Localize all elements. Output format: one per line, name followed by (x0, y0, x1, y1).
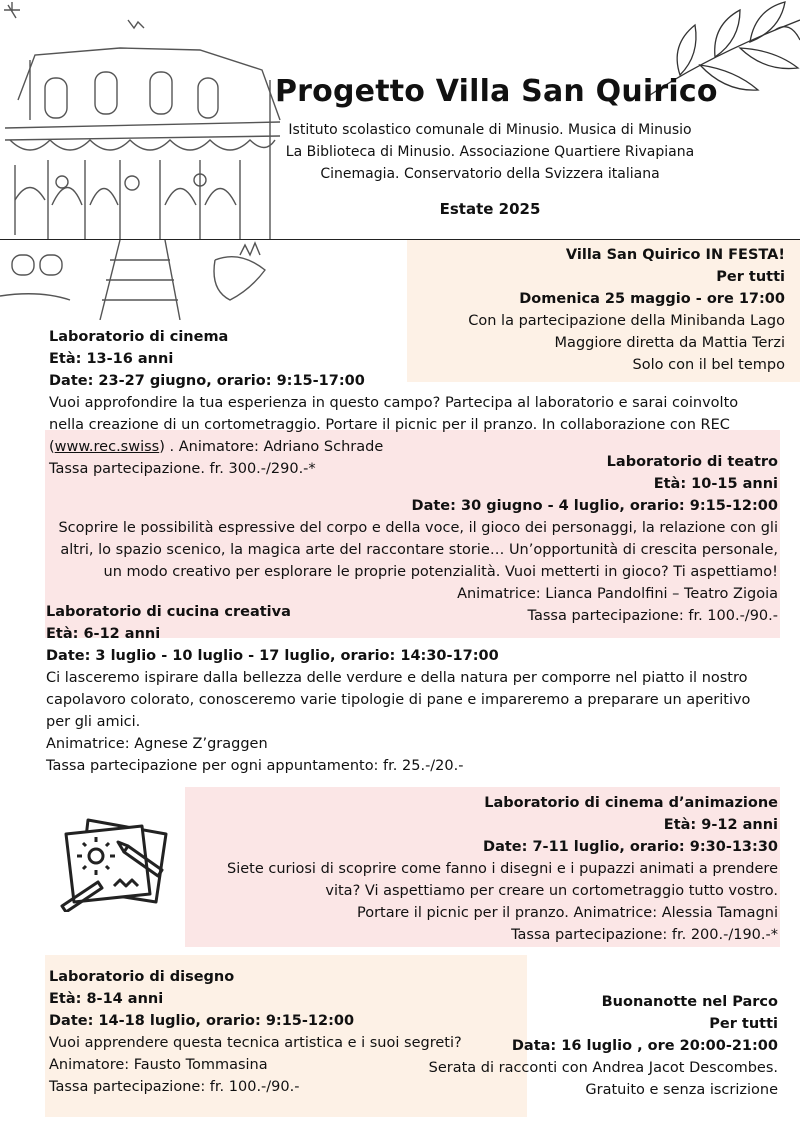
festa-title: Villa San Quirico IN FESTA! (565, 247, 785, 263)
cinema-line: nella creazione di un cortometraggio. Portare il picnic per il pranzo. In collaborazione con REC (49, 417, 730, 433)
disegno-dates: Date: 14-18 luglio, orario: 9:15-12:00 (49, 1013, 355, 1029)
animazione-line: Tassa partecipazione: fr. 200.-/190.-* (511, 927, 778, 943)
disegno-section (49, 966, 462, 1098)
animazione-age: Età: 9-12 anni (663, 817, 778, 833)
villa-sketch (0, 0, 300, 320)
teatro-age: Età: 10-15 anni (653, 476, 778, 492)
drawing-papers-icon (58, 812, 176, 912)
animazione-line: vita? Vi aspettiamo per creare un cortometraggio tutto vostro. (325, 883, 778, 899)
header-divider (0, 239, 800, 240)
animazione-line: Portare il picnic per il pranzo. Animatrice: Alessia Tamagni (356, 905, 778, 921)
buonanotte-date: Data: 16 luglio , ore 20:00-21:00 (511, 1038, 778, 1054)
buonanotte-line: Serata di racconti con Andrea Jacot Descombes. (428, 1060, 778, 1076)
rec-link[interactable]: www.rec.swiss (54, 439, 160, 455)
disegno-title: Laboratorio di disegno (49, 969, 235, 985)
buonanotte-line: Gratuito e senza iscrizione (585, 1082, 778, 1098)
festa-date: Domenica 25 maggio - ore 17:00 (519, 291, 785, 307)
cucina-line: Ci lasceremo ispirare dalla bellezza delle verdure e della natura per comporre nel piatto il nostro (46, 670, 748, 686)
cinema-animator: ) . Animatore: Adriano Schrade (159, 439, 384, 455)
cinema-link-open: ( (49, 439, 55, 455)
cucina-line: Animatrice: Agnese Z’graggen (46, 736, 268, 752)
cucina-age: Età: 6-12 anni (46, 626, 161, 642)
cucina-title: Laboratorio di cucina creativa (46, 604, 291, 620)
buonanotte-title: Buonanotte nel Parco (601, 994, 778, 1010)
animazione-title: Laboratorio di cinema d’animazione (484, 795, 778, 811)
disegno-line: Tassa partecipazione: fr. 100.-/90.- (49, 1079, 300, 1095)
teatro-line: un modo creativo per esplorare le proprie potenzialità. Vuoi metterti in gioco? Ti aspettiamo! (103, 564, 778, 580)
cinema-age: Età: 13-16 anni (49, 351, 174, 367)
teatro-line: Animatrice: Lianca Pandolfini – Teatro Zigoia (457, 586, 778, 602)
partner-line: La Biblioteca di Minusio. Associazione Quartiere Rivapiana (285, 144, 695, 160)
cucina-section (46, 601, 750, 777)
animazione-section (227, 792, 778, 946)
festa-line: Solo con il bel tempo (632, 357, 785, 373)
page-title: Progetto Villa San Quirico (275, 74, 718, 109)
season-label: Estate 2025 (439, 200, 541, 218)
partner-line: Cinemagia. Conservatorio della Svizzera italiana (320, 166, 660, 182)
teatro-dates: Date: 30 giugno - 4 luglio, orario: 9:15-12:00 (411, 498, 778, 514)
cucina-line: capolavoro colorato, conosceremo varie tipologie di pane e impareremo a preparare un aperitivo (46, 692, 751, 708)
partners-list (270, 119, 710, 185)
cinema-fee: Tassa partecipazione. fr. 300.-/290.-* (49, 461, 316, 477)
cinema-title: Laboratorio di cinema (49, 329, 229, 345)
disegno-line: Animatore: Fausto Tommasina (49, 1057, 268, 1073)
cucina-line: per gli amici. (46, 714, 141, 730)
cucina-dates: Date: 3 luglio - 10 luglio - 17 luglio, orario: 14:30-17:00 (46, 648, 499, 664)
festa-line: Con la partecipazione della Minibanda Lago (468, 313, 785, 329)
buonanotte-audience: Per tutti (709, 1016, 778, 1032)
cinema-line: Vuoi approfondire la tua esperienza in questo campo? Partecipa al laboratorio e sarai coinvolto (49, 395, 739, 411)
partner-line: Istituto scolastico comunale di Minusio. Musica di Minusio (288, 122, 692, 138)
buonanotte-section (429, 991, 778, 1101)
teatro-line: Scoprire le possibilità espressive del corpo e della voce, il gioco dei personaggi, la relazione con gli (58, 520, 778, 536)
teatro-line: Tassa partecipazione: fr. 100.-/90.- (527, 608, 778, 624)
animazione-dates: Date: 7-11 luglio, orario: 9:30-13:30 (483, 839, 778, 855)
teatro-title: Laboratorio di teatro (606, 454, 778, 470)
cucina-line: Tassa partecipazione per ogni appuntamento: fr. 25.-/20.- (46, 758, 464, 774)
teatro-line: altri, lo spazio scenico, la magica arte del raccontare storie… Un’opportunità di crescita personale, (60, 542, 778, 558)
disegno-line: Vuoi apprendere questa tecnica artistica e i suoi segreti? (49, 1035, 462, 1051)
animazione-line: Siete curiosi di scoprire come fanno i disegni e i pupazzi animati a prendere (226, 861, 778, 877)
cinema-dates: Date: 23-27 giugno, orario: 9:15-17:00 (49, 373, 365, 389)
festa-audience: Per tutti (716, 269, 785, 285)
disegno-age: Età: 8-14 anni (49, 991, 164, 1007)
festa-line: Maggiore diretta da Mattia Terzi (554, 335, 785, 351)
